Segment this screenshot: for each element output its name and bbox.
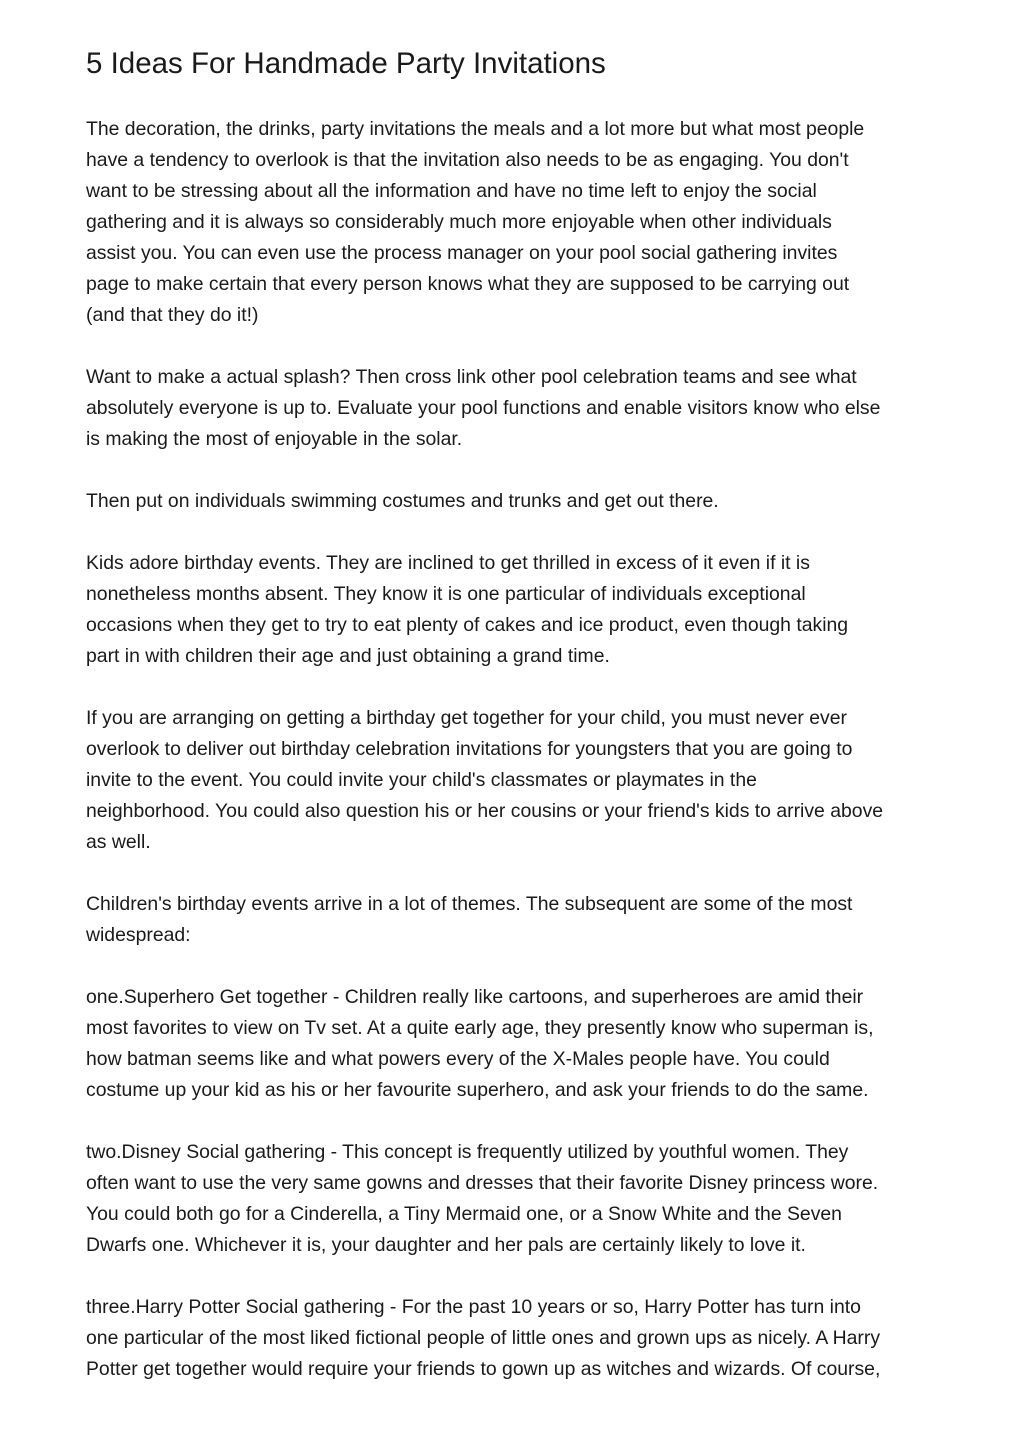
paragraph-line: widespread: (86, 924, 191, 946)
paragraph-line: absolutely everyone is up to. Evaluate your pool functions and enable visitors know who else (86, 397, 881, 419)
paragraph-line: overlook to deliver out birthday celebration invitations for youngsters that you are going to (86, 738, 853, 760)
paragraph-line: one.Superhero Get together - Children really like cartoons, and superheroes are amid their (86, 986, 864, 1008)
document-body (86, 114, 946, 1385)
paragraph (86, 1137, 946, 1261)
paragraph-line: is making the most of enjoyable in the solar. (86, 428, 463, 450)
paragraph-line: three.Harry Potter Social gathering - For the past 10 years or so, Harry Potter has turn into (86, 1296, 861, 1318)
paragraph-line: Want to make a actual splash? Then cross link other pool celebration teams and see what (86, 366, 857, 388)
paragraph-line: assist you. You can even use the process manager on your pool social gathering invites (86, 242, 838, 264)
paragraph-line: occasions when they get to try to eat plenty of cakes and ice product, even though taking (86, 614, 849, 636)
paragraph-line: often want to use the very same gowns and dresses that their favorite Disney princess wore. (86, 1172, 879, 1194)
paragraph-line: Kids adore birthday events. They are inclined to get thrilled in excess of it even if it is (86, 552, 810, 574)
paragraph-line: part in with children their age and just obtaining a grand time. (86, 645, 610, 667)
paragraph-line: have a tendency to overlook is that the invitation also needs to be as engaging. You don't (86, 149, 849, 171)
paragraph-line: gathering and it is always so considerably much more enjoyable when other individuals (86, 211, 832, 233)
paragraph-line: page to make certain that every person knows what they are supposed to be carrying out (86, 273, 850, 295)
paragraph (86, 114, 946, 331)
paragraph (86, 548, 946, 672)
paragraph-line: Children's birthday events arrive in a lot of themes. The subsequent are some of the most (86, 893, 853, 915)
paragraph-line: The decoration, the drinks, party invitations the meals and a lot more but what most people (86, 118, 865, 140)
paragraph-line: Then put on individuals swimming costumes and trunks and get out there. (86, 490, 719, 512)
paragraph-line: Potter get together would require your friends to gown up as witches and wizards. Of course, (86, 1358, 881, 1380)
paragraph (86, 703, 946, 858)
paragraph-line: (and that they do it!) (86, 304, 259, 326)
paragraph-line: nonetheless months absent. They know it is one particular of individuals exceptional (86, 583, 806, 605)
paragraph-line: most favorites to view on Tv set. At a quite early age, they presently know who superman is, (86, 1017, 874, 1039)
document-page (86, 40, 946, 1416)
paragraph-line: one particular of the most liked fictional people of little ones and grown ups as nicely. A Harry (86, 1327, 881, 1349)
paragraph-line: want to be stressing about all the information and have no time left to enjoy the social (86, 180, 817, 202)
paragraph-line: You could both go for a Cinderella, a Tiny Mermaid one, or a Snow White and the Seven (86, 1203, 842, 1225)
paragraph-line: how batman seems like and what powers every of the X-Males people have. You could (86, 1048, 830, 1070)
paragraph (86, 889, 946, 951)
paragraph-line: costume up your kid as his or her favourite superhero, and ask your friends to do the same. (86, 1079, 869, 1101)
paragraph (86, 1292, 946, 1385)
paragraph-line: invite to the event. You could invite your child's classmates or playmates in the (86, 769, 757, 791)
paragraph (86, 486, 946, 517)
paragraph (86, 982, 946, 1106)
paragraph-line: If you are arranging on getting a birthday get together for your child, you must never ever (86, 707, 847, 729)
paragraph-line: Dwarfs one. Whichever it is, your daughter and her pals are certainly likely to love it. (86, 1234, 806, 1256)
paragraph (86, 362, 946, 455)
document-title: 5 Ideas For Handmade Party Invitations (86, 47, 606, 80)
paragraph-line: as well. (86, 831, 151, 853)
paragraph-line: neighborhood. You could also question his or her cousins or your friend's kids to arrive above (86, 800, 884, 822)
paragraph-line: two.Disney Social gathering - This concept is frequently utilized by youthful women. They (86, 1141, 849, 1163)
